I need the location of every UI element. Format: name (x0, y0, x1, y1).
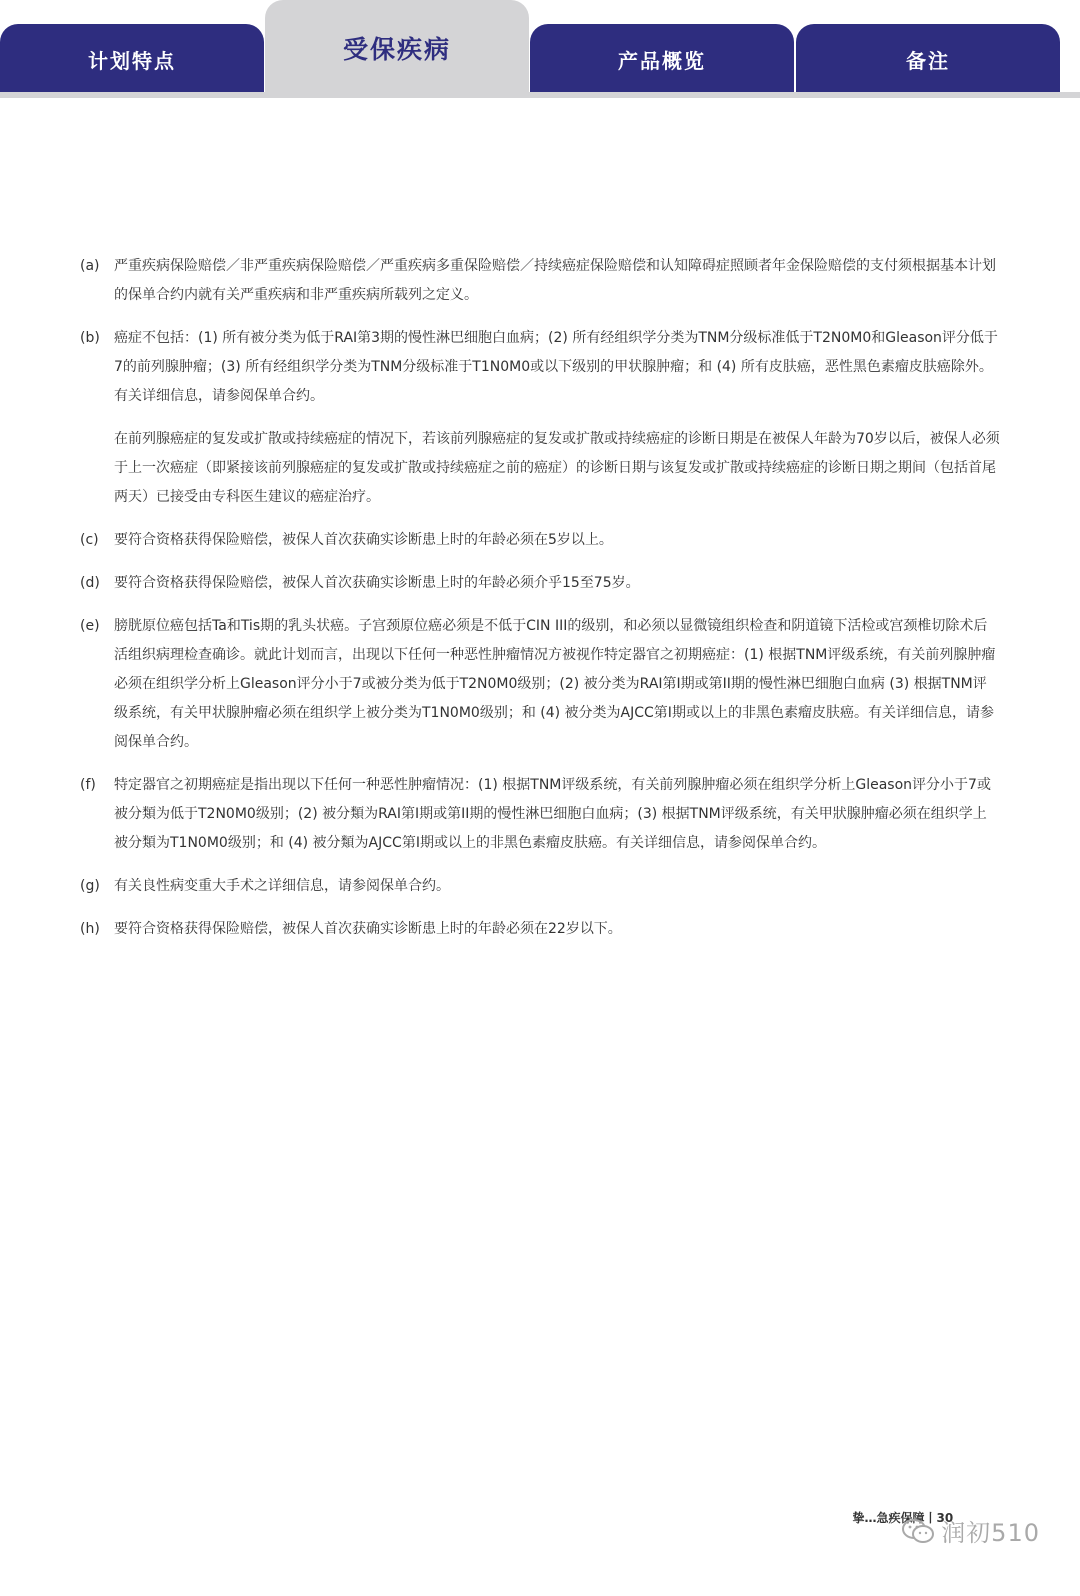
note-text: 要符合资格获得保险赔偿，被保人首次获确实诊断患上时的年龄必须介乎15至75岁。 (114, 575, 640, 591)
note-d (80, 569, 1000, 598)
tab-remarks[interactable]: 备注 (796, 24, 1060, 92)
note-label: (g) (80, 878, 100, 894)
wechat-icon (901, 1518, 935, 1544)
note-label: (c) (80, 532, 99, 548)
note-h (80, 915, 1000, 944)
note-text: 要符合资格获得保险赔偿，被保人首次获确实诊断患上时的年龄必须在22岁以下。 (114, 921, 622, 937)
note-b (80, 324, 1000, 512)
note-label: (h) (80, 921, 100, 937)
note-f (80, 771, 1000, 858)
note-label: (b) (80, 330, 100, 346)
note-label: (a) (80, 258, 100, 274)
tab-plan-features[interactable]: 计划特点 (0, 24, 264, 92)
note-a (80, 252, 1000, 310)
tab-covered-illnesses[interactable]: 受保疾病 (265, 0, 529, 92)
tab-product-overview[interactable]: 产品概览 (530, 24, 794, 92)
note-g (80, 872, 1000, 901)
note-text: 特定器官之初期癌症是指出现以下任何一种恶性肿瘤情况：(1) 根据TNM评级系统，有关前列腺肿瘤必须在组织学分析上Gleason评分小于7或被分類为低于T2N0M0级别；(2) 被分類为RAI第I期或第II期的慢性淋巴细胞白血病；(3) 根据TNM评级系统，有关甲狀腺肿瘤必须在组织学上被分類为T1N0M0级别；和 (4) 被分類为AJCC第I期或以上的非黑色素瘤皮肤癌。有关详细信息，请参阅保单合约。 (114, 777, 991, 851)
note-text: 有关良性病变重大手术之详细信息，请参阅保单合约。 (114, 878, 450, 894)
note-text: 膀胱原位癌包括Ta和Tis期的乳头状癌。子宫颈原位癌必须是不低于CIN III的级别，和必须以显微镜组织检查和阴道镜下活检或宫颈椎切除术后活组织病理检查确诊。就此计划而言，出现以下任何一种恶性肿瘤情况方被视作特定器官之初期癌症：(1) 根据TNM评级系统，有关前列腺肿瘤必须在组织学分析上Gleason评分小于7或被分类为低于T2N0M0级别；(2) 被分类为RAI第I期或第II期的慢性淋巴细胞白血病 (3) 根据TNM评级系统，有关甲状腺肿瘤必须在组织学上被分类为T1N0M0级别；和 (4) 被分类为AJCC第I期或以上的非黑色素瘤皮肤癌。有关详细信息，请参阅保单合约。 (114, 618, 996, 750)
watermark-text: 润初510 (941, 1519, 1040, 1547)
page-number: 挚…急疾保障丨30 (852, 1511, 954, 1525)
watermark (901, 1513, 1040, 1548)
tab-bar (0, 0, 1080, 100)
note-e (80, 612, 1000, 757)
note-c (80, 526, 1000, 555)
notes-list (80, 252, 1000, 958)
page-footer (852, 1509, 1040, 1548)
note-text: 要符合资格获得保险赔偿，被保人首次获确实诊断患上时的年龄必须在5岁以上。 (114, 532, 613, 548)
note-label: (e) (80, 618, 100, 634)
tab-bar-divider (0, 92, 1080, 98)
note-text: 在前列腺癌症的复发或扩散或持续癌症的情况下，若该前列腺癌症的复发或扩散或持续癌症的诊断日期是在被保人年龄为70岁以后，被保人必须于上一次癌症（即紧接该前列腺癌症的复发或扩散或持续癌症之前的癌症）的诊断日期与该复发或扩散或持续癌症的诊断日期之期间（包括首尾两天）已接受由专科医生建议的癌症治疗。 (114, 431, 1000, 505)
note-label: (f) (80, 777, 96, 793)
note-label: (d) (80, 575, 100, 591)
note-text: 严重疾病保险赔偿／非严重疾病保险赔偿／严重疾病多重保险赔偿／持续癌症保险赔偿和认知障碍症照顾者年金保险赔偿的支付须根据基本计划的保单合约内就有关严重疾病和非严重疾病所载列之定义。 (114, 258, 996, 303)
note-text: 癌症不包括：(1) 所有被分类为低于RAI第3期的慢性淋巴细胞白血病；(2) 所有经组织学分类为TNM分级标准低于T2N0M0和Gleason评分低于7的前列腺肿瘤；(3) 所有经组织学分类为TNM分级标准于T1N0M0或以下级别的甲状腺肿瘤；和 (4) 所有皮肤癌，恶性黑色素瘤皮肤癌除外。有关详细信息，请参阅保单合约。 (114, 330, 998, 404)
